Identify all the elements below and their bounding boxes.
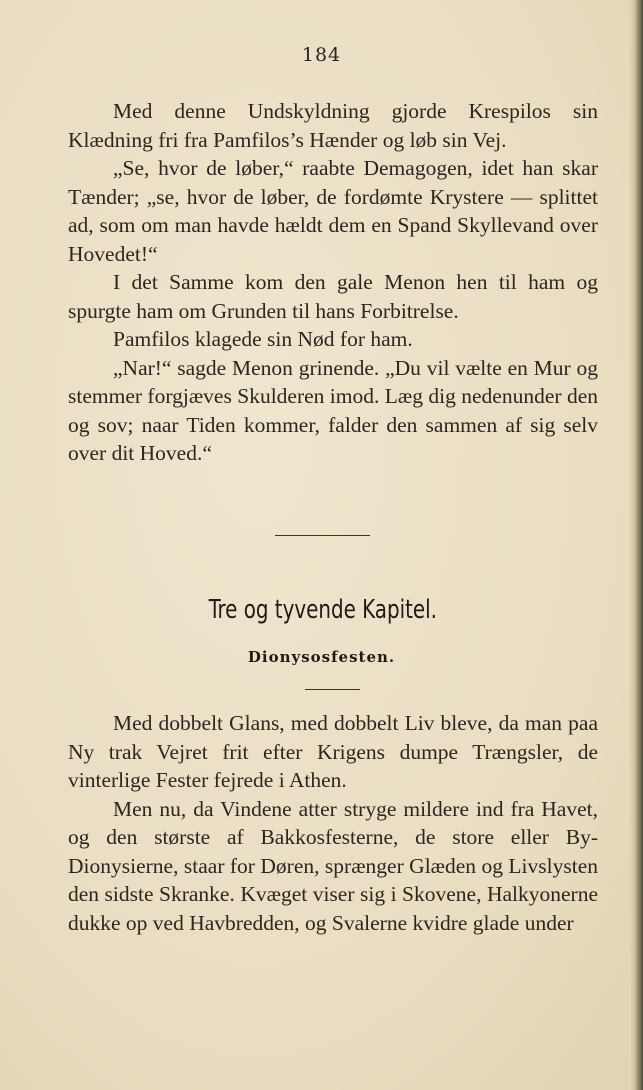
paragraph: Men nu, da Vindene atter stryge mildere ind fra Havet, og den største af Bakkosfesterne, de store eller By-Dionysierne, staar for Døren, sprænger Glæden og Livslysten den sidste Skranke. Kvæget viser sig i Skovene, Halkyonerne dukke op ved Havbredden, og Svalerne kvidre glade under: [68, 796, 598, 935]
page-number: 184: [301, 44, 342, 66]
paragraph: „Se, hvor de løber,“ raabte Demagogen, idet han skar Tænder; „se, hvor de løber, de fordømte Krystere — splittet ad, som om man havde hældt dem en Spand Skyllevand over Hovedet!“: [68, 156, 598, 266]
text-section-1: [68, 97, 598, 468]
paragraph: „Nar!“ sagde Menon grinende. „Du vil vælte en Mur og stemmer forgjæves Skulderen imod. Læg dig nedenunder den og sov; naar Tiden kommer, falder den sammen af sig selv over dit Hoved.“: [68, 355, 598, 465]
chapter-subtitle: Dionysosfesten.: [247, 648, 396, 666]
paragraph: Pamfilos klagede sin Nød for ham.: [113, 327, 413, 351]
paragraph: Med denne Undskyldning gjorde Krespilos sin Klædning fri fra Pamfilos’s Hænder og løb sin Vej.: [68, 99, 598, 152]
paragraph: Med dobbelt Glans, med dobbelt Liv bleve, da man paa Ny trak Vejret frit efter Krigens dumpe Trængsler, de vinterlige Fester fejrede i Athen.: [68, 711, 598, 792]
chapter-title: Tre og tyvende Kapitel.: [208, 595, 437, 625]
text-section-2: [68, 709, 598, 937]
title-divider: [305, 689, 360, 690]
paragraph: I det Samme kom den gale Menon hen til ham og spurgte ham om Grunden til hans Forbitrelse.: [68, 270, 598, 323]
page-edge: [629, 0, 643, 1090]
section-divider: [275, 535, 370, 536]
